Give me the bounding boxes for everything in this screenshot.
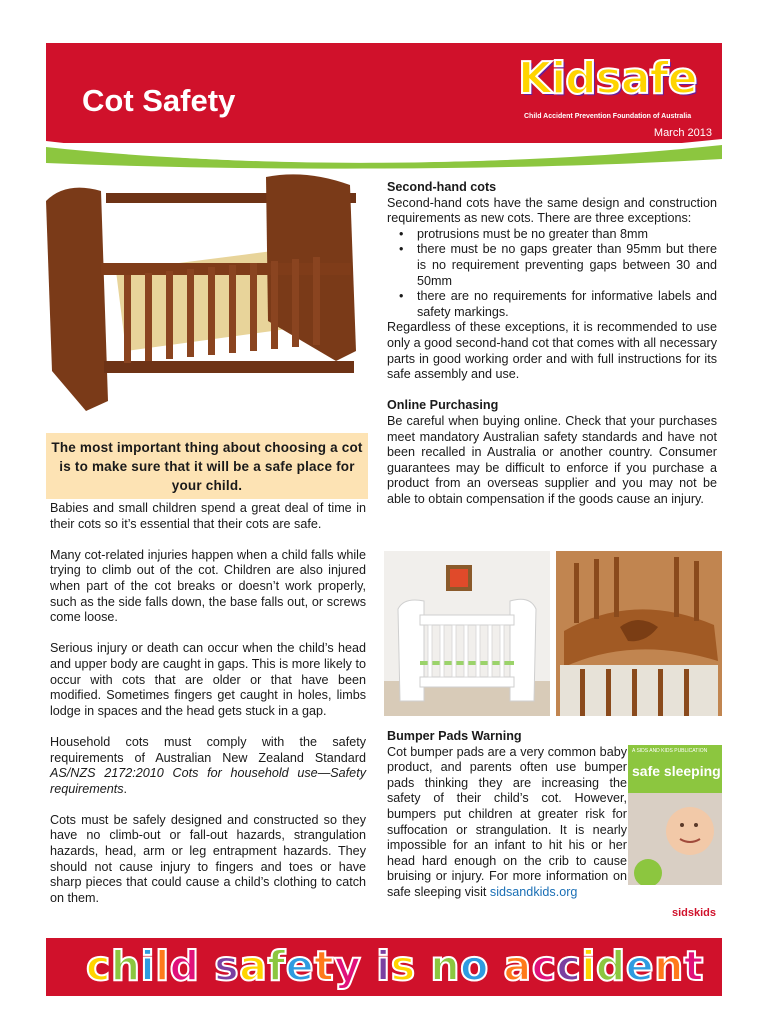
- bumper-heading: Bumper Pads Warning: [387, 729, 522, 743]
- slogan-letter: t: [683, 942, 704, 990]
- slogan-letter: c: [531, 942, 557, 990]
- exceptions-list: [387, 227, 717, 321]
- second-hand-outro: Regardless of these exceptions, it is recommended to use only a good second-hand cot that comes with all necessary parts in good working order and with full instructions for its safe assembly and use.: [387, 320, 717, 382]
- logo-subtitle: Child Accident Prevention Foundation of Australia: [524, 113, 692, 120]
- slogan-letter: c: [86, 942, 111, 990]
- standards-text: Household cots must comply with the safety requirements of Australian New Zealand Standard: [50, 734, 366, 765]
- standard-citation: AS/NZS 2172:2010 Cots for household use—Safety requirements: [50, 766, 366, 796]
- safe-sleeping-booklet: [628, 745, 722, 931]
- slogan-letter: n: [654, 942, 684, 990]
- bumper-text: Cot bumper pads are a very common baby product, and parents often use bumper pads thinking they are increasing the safety of their child’s cot. However, bumpers put children at greater risk for suffocation or strangulation. It is nearly impossible for an infant to hit his or her head hard enough on the crib to cause bruising or injury. For more information on safe sleeping visit: [387, 744, 627, 899]
- issue-date: March 2013: [653, 127, 712, 139]
- booklet-title: safe sleeping: [632, 763, 721, 779]
- key-message-callout: The most important thing about choosing a cot is to make sure that it will be a safe place for your child.: [46, 433, 368, 499]
- standards-paragraph: [50, 735, 366, 797]
- slogan-letter: s: [390, 942, 416, 990]
- hazards-paragraph: Cots must be safely designed and constructed so they have no climb-out or fall-out hazards, strangulation hazards, head, arm or leg entrapment hazards. They should not cause injury to fingers and toes or have sharp pieces that could cause a child’s clothing to catch on them.: [50, 812, 366, 905]
- slogan-letter: y: [334, 942, 362, 990]
- slogan-letter: s: [214, 942, 240, 990]
- second-hand-heading: Second-hand cots: [387, 180, 497, 194]
- booklet-brand: sidskids: [671, 907, 716, 919]
- second-hand-intro: Second-hand cots have the same design and construction requirements as new cots. There are three exceptions:: [387, 195, 717, 226]
- bumper-section: [387, 729, 627, 901]
- right-column: [387, 180, 717, 523]
- cot-photos: [384, 551, 722, 716]
- slogan-letter: e: [285, 942, 315, 990]
- slogan-letter: h: [110, 942, 141, 990]
- slogan-letter: c: [556, 942, 582, 990]
- slogan-letter: a: [239, 942, 268, 990]
- header-banner: [46, 43, 722, 143]
- slogan-letter: d: [595, 942, 626, 990]
- slogan-letter: t: [314, 942, 335, 990]
- footer-banner: [46, 938, 722, 996]
- footer-slogan: [86, 942, 704, 990]
- wooden-cot-photo: [46, 171, 368, 431]
- online-paragraph: Be careful when buying online. Check that your purchases meet mandatory Australian safety standards and have not been recalled in Australia or another country. Consumer guarantees may be difficult to enforce if you purchase a product from an overseas supplier and you may not be able to obtain compensation if the goods cause an injury.: [387, 413, 717, 506]
- slogan-letter: e: [625, 942, 655, 990]
- slogan-letter: i: [581, 942, 596, 990]
- page-title: Cot Safety: [82, 83, 236, 118]
- slogan-letter: o: [460, 942, 489, 990]
- booklet-top-label: A SIDS AND KIDS PUBLICATION: [632, 748, 708, 754]
- exception-item: • protrusions must be no greater than 8mm: [417, 227, 717, 243]
- injury-paragraph: Many cot-related injuries happen when a child falls while trying to climb out of the cot. Children are also injured when part of the cot breaks or doesn’t work properly, such as the side falls down, the base falls out, or screws come loose.: [50, 547, 366, 625]
- slogan-letter: d: [169, 942, 200, 990]
- slogan-letter: l: [155, 942, 170, 990]
- bumper-paragraph: [387, 745, 627, 901]
- newsletter-page: [46, 43, 722, 996]
- slogan-letter: f: [267, 942, 286, 990]
- slogan-letter: i: [140, 942, 156, 990]
- slogan-letter: [489, 942, 504, 990]
- online-heading: Online Purchasing: [387, 398, 499, 413]
- slogan-letter: [200, 942, 215, 990]
- slogan-letter: a: [503, 942, 532, 990]
- slogan-letter: i: [376, 942, 391, 990]
- left-column: [50, 501, 366, 922]
- logo-wordmark: Kidsafe: [518, 53, 697, 104]
- standards-end: .: [123, 781, 127, 796]
- slogan-letter: [416, 942, 431, 990]
- green-wave-divider: [46, 137, 722, 171]
- exception-item: • there must be no gaps greater than 95mm but there is no requirement preventing gaps between 30 and 50mm: [417, 242, 717, 289]
- slogan-letter: [361, 942, 376, 990]
- gap-paragraph: Serious injury or death can occur when the child’s head and upper body are caught in gaps. This is more likely to occur with cots that are older or that have been modified. Sometimes fingers get caught in holes, limbs lodge in spaces and the head gets stuck in a gap.: [50, 641, 366, 718]
- slogan-letter: n: [430, 942, 461, 990]
- intro-paragraph: Babies and small children spend a great deal of time in their cots so it’s essential that their cots are safe.: [50, 501, 366, 531]
- exception-item: • there are no requirements for informative labels and safety markings.: [417, 289, 717, 320]
- kidsafe-logo: [518, 55, 714, 125]
- sidsandkids-link[interactable]: sidsandkids.org: [489, 884, 578, 899]
